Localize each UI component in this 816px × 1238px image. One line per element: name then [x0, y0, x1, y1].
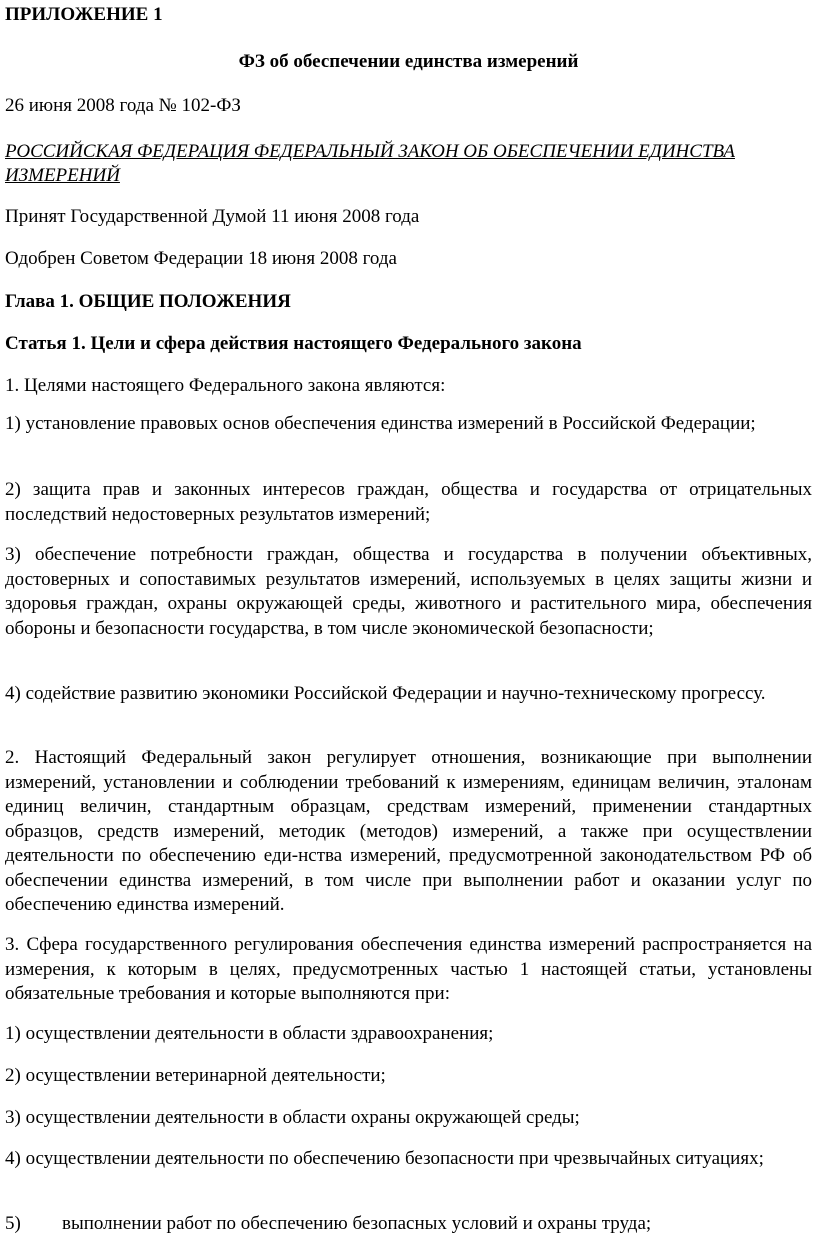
list-item-1-1: 1) установление правовых основ обеспечения единства измерений в Российской Федерации;: [5, 413, 756, 434]
list-item-3-3: 3) осуществлении деятельности в области охраны окружающей среды;: [5, 1107, 580, 1128]
paragraph-3: 3. Сфера государственного регулирования обеспечения единства измерений распространяется на измерения, к которым в целях, предусмотренных частью 1 настоящей статьи, установлены обязательные требования и которые выполняются при:: [5, 934, 812, 1004]
document-title: ФЗ об обеспечении единства измерений: [238, 51, 579, 72]
adopted-line: Принят Государственной Думой 11 июня 2008 года: [5, 206, 420, 227]
article-title: Статья 1. Цели и сфера действия настоящего Федерального закона: [5, 333, 582, 354]
chapter-title: Глава 1. ОБЩИЕ ПОЛОЖЕНИЯ: [5, 291, 291, 312]
list-item-1-4: 4) содействие развитию экономики Российской Федерации и научно-техническому прогрессу.: [5, 683, 766, 704]
list-item-3-2: 2) осуществлении ветеринарной деятельности;: [5, 1065, 386, 1086]
law-heading: РОССИЙСКАЯ ФЕДЕРАЦИЯ ФЕДЕРАЛЬНЫЙ ЗАКОН ОБ ОБЕСПЕЧЕНИИ ЕДИНСТВА ИЗМЕРЕНИЙ: [5, 141, 735, 186]
list-item-1-2: 2) защита прав и законных интересов граждан, общества и государства от отрицательных последствий недостоверных результатов измерений;: [5, 479, 812, 525]
list-item-3-5-number: 5): [5, 1213, 21, 1234]
approved-line: Одобрен Советом Федерации 18 июня 2008 года: [5, 248, 397, 269]
appendix-label: ПРИЛОЖЕНИЕ 1: [5, 4, 163, 25]
list-item-1-3: 3) обеспечение потребности граждан, общества и государства в получении объективных, достоверных и сопоставимых результатов измерений, используемых в целях защиты жизни и здоровья граждан, охраны окружающей среды, животного и растительного мира, обеспечения обороны и безопасности государства, в том числе экономической безопасности;: [5, 544, 812, 639]
list-item-3-5-text: выполнении работ по обеспечению безопасных условий и охраны труда;: [62, 1213, 652, 1234]
list-item-3-1: 1) осуществлении деятельности в области здравоохранения;: [5, 1023, 494, 1044]
paragraph-2: 2. Настоящий Федеральный закон регулирует отношения, возникающие при выполнении измерений, установлении и соблюдении требований к измерениям, единицам величин, эталонам единиц величин, стандартным образцам, средствам измерений, применении стандартных образцов, средств измерений, методик (методов) измерений, а также при осуществлении деятельности по обеспечению еди-нства измерений, предусмотренной законодательством РФ об обеспечении единства измерений, в том числе при выполнении работ и оказании услуг по обеспечению единства измерений.: [5, 747, 812, 915]
paragraph-1: 1. Целями настоящего Федерального закона являются:: [5, 375, 446, 396]
date-number: 26 июня 2008 года № 102-ФЗ: [5, 95, 241, 116]
list-item-3-4: 4) осуществлении деятельности по обеспечению безопасности при чрезвычайных ситуациях;: [5, 1148, 764, 1169]
list-item-3-5: [5, 1211, 812, 1236]
